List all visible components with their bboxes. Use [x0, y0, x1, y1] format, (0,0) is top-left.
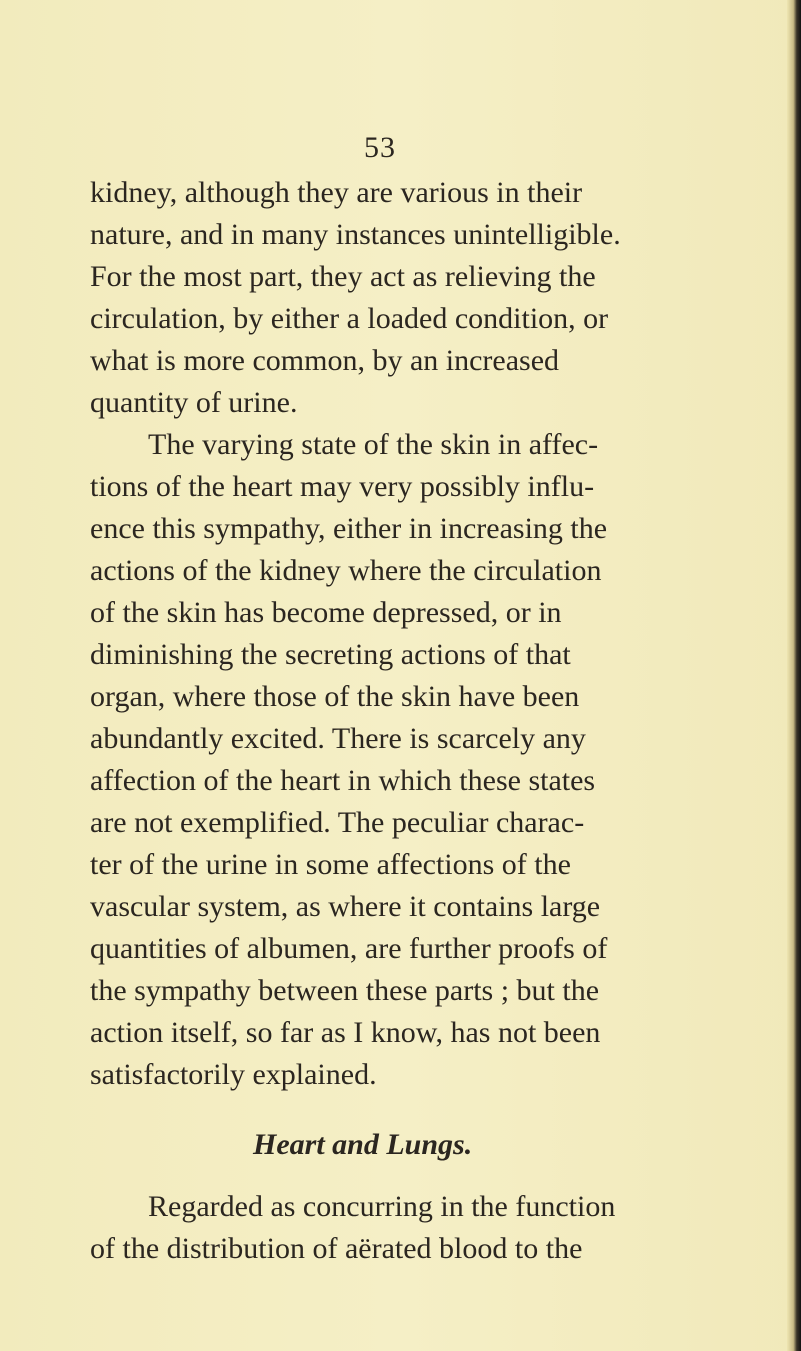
text-line: ence this sympathy, either in increasing the	[90, 512, 608, 545]
text-line: ter of the urine in some affections of the	[90, 848, 571, 881]
page-edge-shadow	[787, 0, 801, 1351]
text-line: the sympathy between these parts ; but the	[90, 974, 600, 1007]
text-line: satisfactorily explained.	[90, 1058, 377, 1091]
text-line: of the distribution of aërated blood to the	[90, 1232, 583, 1265]
text-line: The varying state of the skin in affec-	[148, 428, 599, 461]
text-line: circulation, by either a loaded condition, or	[90, 302, 609, 335]
text-line: For the most part, they act as relieving the	[90, 260, 596, 293]
text-line: kidney, although they are various in their	[90, 176, 583, 209]
text-line: action itself, so far as I know, has not been	[90, 1016, 601, 1049]
text-line: are not exemplified. The peculiar charac-	[90, 806, 585, 839]
text-line: organ, where those of the skin have been	[90, 680, 580, 713]
text-line: Regarded as concurring in the function	[148, 1190, 616, 1223]
text-line: what is more common, by an increased	[90, 344, 560, 377]
text-line: tions of the heart may very possibly influ-	[90, 470, 595, 503]
text-line: vascular system, as where it contains large	[90, 890, 601, 923]
text-line: actions of the kidney where the circulation	[90, 554, 602, 587]
page-number: 53	[364, 131, 396, 164]
text-line: quantities of albumen, are further proofs of	[90, 932, 608, 965]
text-line: quantity of urine.	[90, 386, 298, 419]
section-heading: Heart and Lungs.	[253, 1128, 473, 1161]
text-line: diminishing the secreting actions of that	[90, 638, 571, 671]
text-line: affection of the heart in which these states	[90, 764, 596, 797]
text-line: nature, and in many instances unintelligible.	[90, 218, 621, 251]
text-line: abundantly excited. There is scarcely any	[90, 722, 586, 755]
text-line: of the skin has become depressed, or in	[90, 596, 562, 629]
